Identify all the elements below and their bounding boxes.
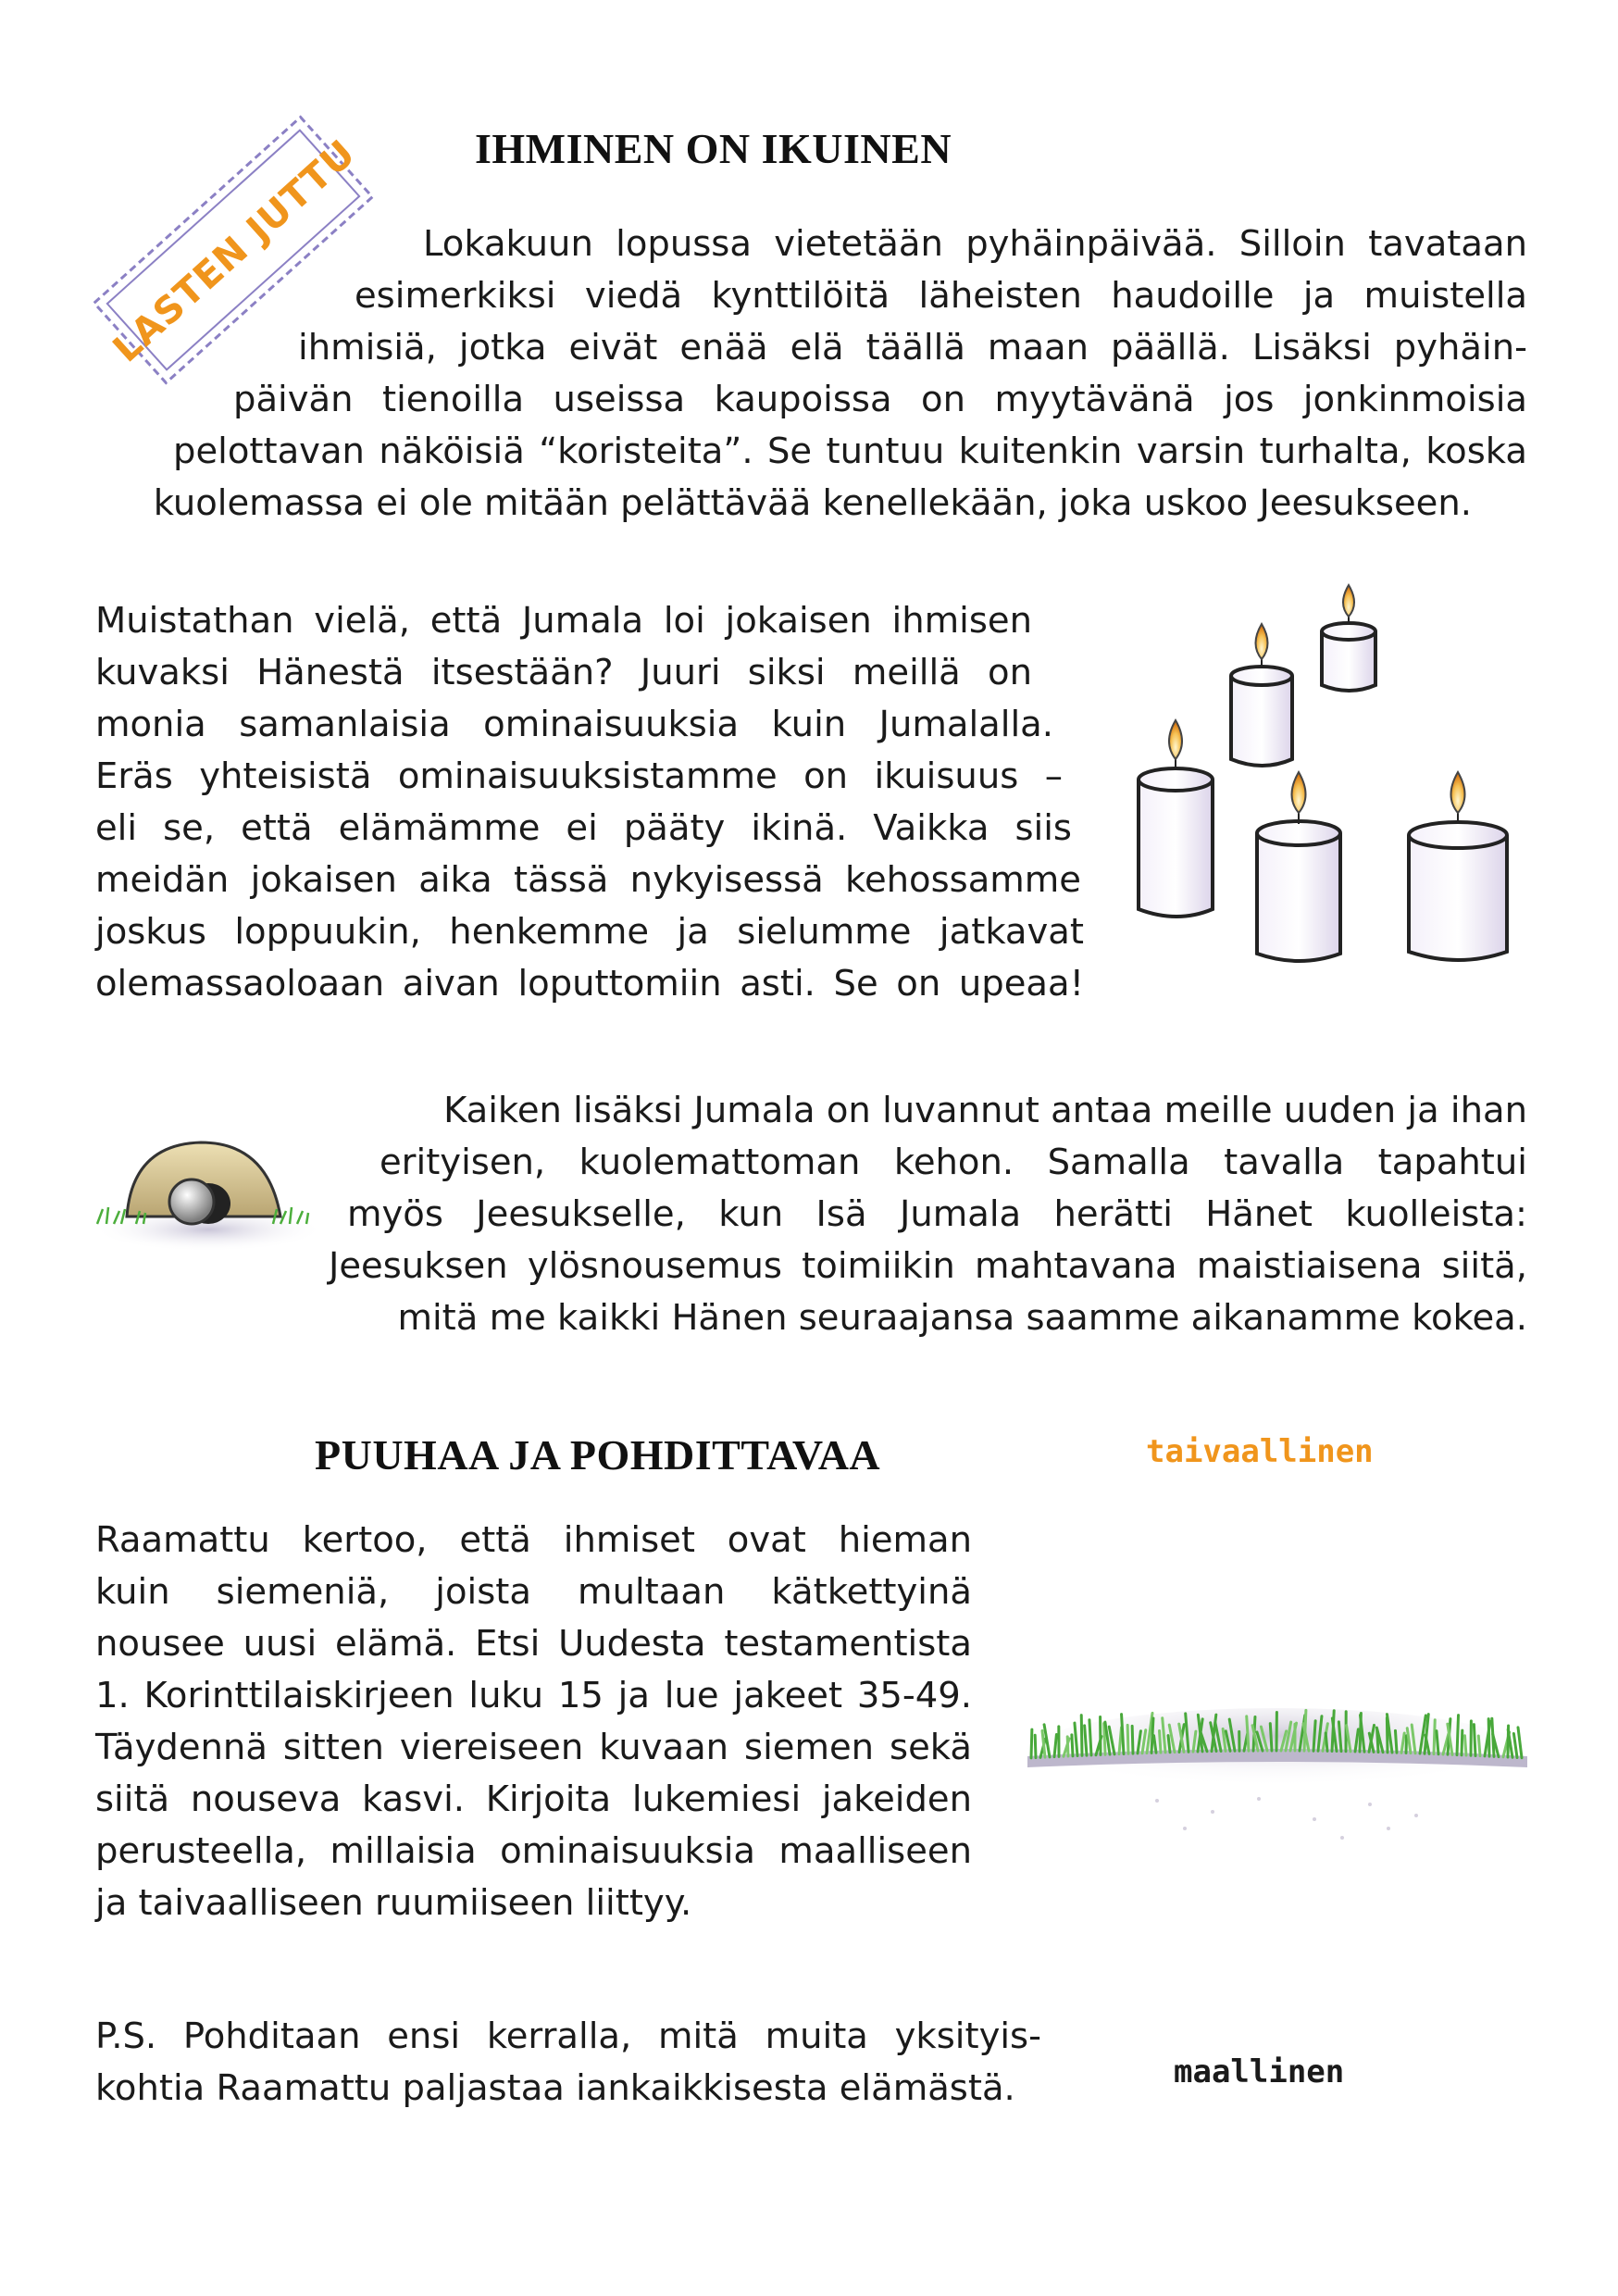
ps-paragraph — [95, 2011, 1049, 2115]
activity-paragraph — [95, 1515, 975, 1929]
grass-blade — [1127, 1725, 1128, 1753]
activity-line: siitä nouseva kasvi. Kirjoita lukemiesi jakeiden — [95, 1778, 972, 1820]
grass-blade — [1313, 1721, 1315, 1751]
grass-blade — [1488, 1719, 1489, 1756]
activity-line: ja taivaalliseen ruumiiseen liittyy. — [95, 1882, 692, 1924]
grass-blade — [1457, 1716, 1459, 1755]
grass-blade — [1031, 1729, 1032, 1758]
grass-blade — [1395, 1730, 1397, 1753]
intro-line: päivän tienoilla useissa kaupoissa on myytävänä jos jonkinmoisia — [233, 379, 1527, 420]
resurrection-line: myös Jeesukselle, kun Isä Jumala herätti Hänet kuolleista: — [347, 1193, 1527, 1235]
resurrection-line: mitä me kaikki Hänen seuraajansa saamme aikanamme kokea. — [397, 1297, 1527, 1339]
grass-blade — [1160, 1730, 1161, 1753]
grass-blade — [1072, 1735, 1073, 1756]
grass-blade — [1168, 1736, 1170, 1753]
section-title-puuhaa: PUUHAA JA POHDITTAVAA — [315, 1431, 881, 1479]
activity-line: 1. Korinttilaiskirjeen luku 15 ja lue jakeet 35-49. — [95, 1675, 972, 1716]
resurrection-paragraph — [305, 1085, 1527, 1344]
activity-line: Täydennä sitten viereiseen kuvaan siemen sekä — [95, 1727, 972, 1768]
eternity-line: kuvaksi Hänestä itsestään? Juuri siksi meillä on — [95, 652, 1032, 693]
eternity-line: eli se, että elämämme ei pääty ikinä. Vaikka siis — [95, 807, 1072, 849]
resurrection-line: erityisen, kuolemattoman kehon. Samalla tavalla tapahtui — [380, 1142, 1527, 1183]
grass-strip-illustration — [1018, 1690, 1537, 1856]
section-title-ihminen: IHMINEN ON IKUINEN — [475, 125, 952, 172]
grass-blade — [1081, 1716, 1082, 1756]
empty-tomb-illustration — [88, 1120, 329, 1259]
eternity-line: joskus loppuukin, henkemme ja sielumme jatkavat — [95, 911, 1084, 953]
ps-line: P.S. Pohditaan ensi kerralla, mitä muita yksityis- — [95, 2015, 1041, 2057]
grass-blade — [1035, 1735, 1036, 1757]
ps-line: kohtia Raamattu paljastaa iankaikkisesta elämästä. — [95, 2067, 1015, 2109]
grass-blade — [1089, 1720, 1091, 1755]
resurrection-line: Kaiken lisäksi Jumala on luvannut antaa meille uuden ja ihan — [443, 1090, 1527, 1131]
grass-blade — [1406, 1736, 1407, 1753]
earthly-label: maallinen — [1174, 2053, 1345, 2090]
activity-line: nousee uusi elämä. Etsi Uudesta testamentista — [95, 1623, 972, 1665]
resurrection-line: Jeesuksen ylösnousemus toimiikin mahtavana maistiaisena siitä, — [329, 1245, 1527, 1287]
eternity-line: olemassaoloaan aivan loputtomiin asti. Se on upeaa! — [95, 963, 1084, 1004]
grass-blade — [1132, 1726, 1133, 1753]
intro-line: pelottavan näköisiä “koristeita”. Se tuntuu kuitenkin varsin turhalta, koska — [173, 430, 1527, 472]
grass-blade — [1434, 1720, 1435, 1754]
grass-blade — [1326, 1733, 1327, 1751]
heavenly-label: taivaallinen — [1146, 1433, 1374, 1470]
eternity-line: Eräs yhteisistä ominaisuuksistamme on ikuisuus – — [95, 755, 1063, 797]
eternity-line: monia samanlaisia ominaisuuksia kuin Jumalalla. — [95, 704, 1053, 745]
candles-illustration — [1120, 583, 1527, 981]
grass-blade — [1474, 1725, 1475, 1756]
stamp-label: LASTEN JUTTU — [105, 131, 365, 371]
eternity-line: meidän jokaisen aika tässä nykyisessä kehossamme — [95, 859, 1081, 901]
grass-blade — [1270, 1724, 1272, 1751]
grass-blade — [1067, 1737, 1068, 1756]
intro-line: esimerkiksi viedä kynttilöitä läheisten haudoille ja muistella — [355, 275, 1527, 317]
eternity-paragraph — [95, 595, 1086, 1010]
intro-line: ihmisiä, jotka eivät enää elä täällä maan päällä. Lisäksi pyhäin- — [298, 327, 1527, 368]
grass-blade — [1478, 1736, 1480, 1756]
activity-line: kuin siemeniä, joista multaan kätkettyinä — [95, 1571, 972, 1613]
intro-line: kuolemassa ei ole mitään pelättävää kenellekään, joka uskoo Jeesukseen. — [153, 482, 1472, 524]
eternity-line: Muistathan vielä, että Jumala loi jokaisen ihmisen — [95, 600, 1032, 642]
grass-blade — [1464, 1736, 1466, 1755]
activity-line: perusteella, millaisia ominaisuuksia maalliseen — [95, 1830, 972, 1872]
intro-paragraph — [93, 218, 1527, 530]
activity-line: Raamattu kertoo, että ihmiset ovat hieman — [95, 1519, 972, 1561]
intro-line: Lokakuun lopussa vietetään pyhäinpäivää. Silloin tavataan — [423, 223, 1527, 265]
grass-blade — [1437, 1731, 1438, 1754]
